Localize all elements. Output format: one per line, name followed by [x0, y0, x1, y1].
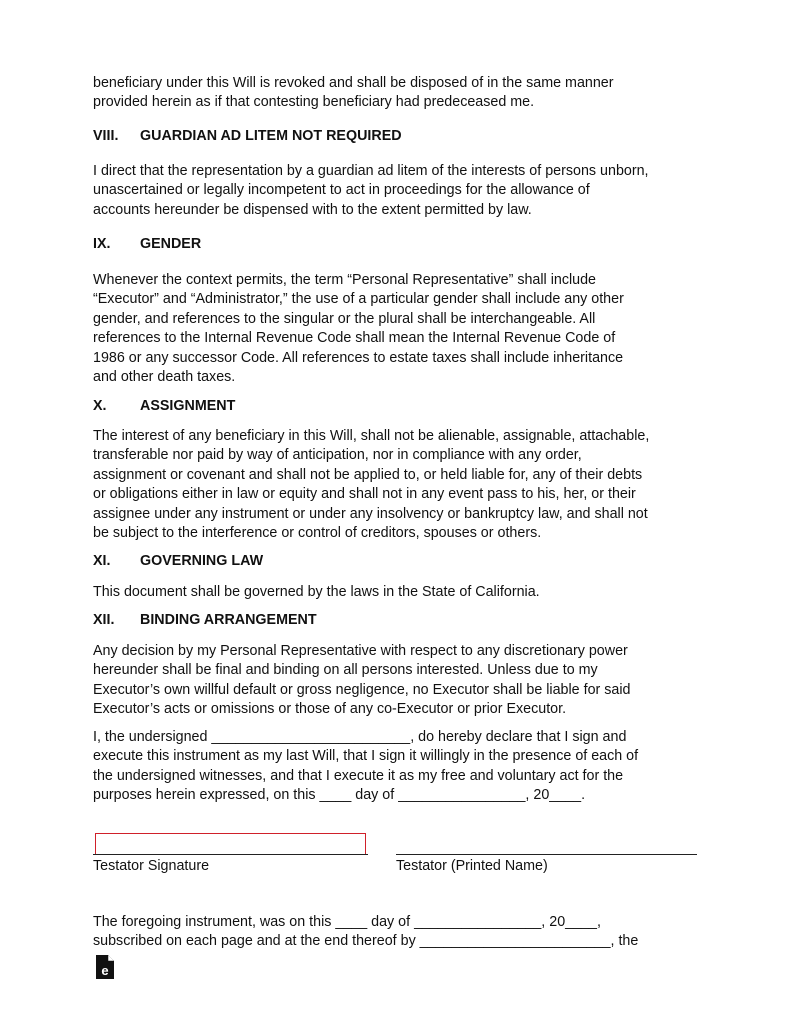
- paragraph-line: 1986 or any successor Code. All references to estate taxes shall include inheritance: [93, 349, 624, 366]
- section-number: IX.: [93, 236, 111, 252]
- paragraph-line: references to the Internal Revenue Code shall mean the Internal Revenue Code of: [93, 330, 616, 347]
- declaration-paragraph: [93, 728, 699, 806]
- document-e-logo-icon: [94, 954, 116, 980]
- section-title: ASSIGNMENT: [140, 398, 236, 414]
- section-title: GOVERNING LAW: [140, 553, 264, 569]
- testator-signature-line: [93, 854, 368, 855]
- paragraph-line: beneficiary under this Will is revoked and shall be disposed of in the same manner: [93, 75, 614, 91]
- testator-printed-name-line: [396, 854, 697, 855]
- section-number: XI.: [93, 553, 111, 569]
- paragraph-line: Whenever the context permits, the term “Personal Representative” shall include: [93, 272, 597, 288]
- section-number: XII.: [93, 612, 115, 628]
- svg-text:e: e: [101, 963, 109, 978]
- paragraph-line: I, the undersigned _________________________, do hereby declare that I sign and: [93, 729, 627, 745]
- section-body-assignment: [93, 427, 699, 543]
- paragraph-line: the undersigned witnesses, and that I execute it as my free and voluntary act for the: [93, 767, 624, 784]
- section-title: BINDING ARRANGEMENT: [140, 612, 317, 628]
- paragraph-line: “Executor” and “Administrator,” the use of a particular gender shall include any other: [93, 291, 624, 308]
- paragraph-line: The foregoing instrument, was on this ____ day of ________________, 20____,: [93, 914, 601, 930]
- paragraph-line: subscribed on each page and at the end thereof by ________________________, the: [93, 933, 639, 950]
- paragraph-line: The interest of any beneficiary in this Will, shall not be alienable, assignable, attachable,: [93, 428, 650, 444]
- paragraph-line: or obligations either in law or equity and shall not in any event pass to his, her, or their: [93, 486, 636, 503]
- section-heading-binding-arrangement: [93, 611, 317, 630]
- intro-paragraph: [93, 74, 699, 113]
- testator-signature-label: Testator Signature: [93, 858, 210, 874]
- paragraph-line: be subject to the interference or control of creditors, spouses or others.: [93, 525, 542, 542]
- paragraph-line: This document shall be governed by the laws in the State of California.: [93, 584, 540, 600]
- section-number: VIII.: [93, 128, 119, 144]
- section-body-binding-arrangement: [93, 642, 699, 720]
- paragraph-line: hereunder shall be final and binding on all persons interested. Unless due to my: [93, 662, 598, 679]
- paragraph-line: unascertained or legally incompetent to act in proceedings for the allowance of: [93, 182, 590, 199]
- paragraph-line: I direct that the representation by a guardian ad litem of the interests of persons unborn,: [93, 163, 649, 179]
- section-title: GUARDIAN AD LITEM NOT REQUIRED: [140, 128, 402, 144]
- section-heading-governing-law: [93, 552, 263, 571]
- paragraph-line: purposes herein expressed, on this ____ day of ________________, 20____.: [93, 787, 586, 804]
- section-heading-gender: [93, 235, 201, 254]
- section-heading-guardian: [93, 127, 402, 146]
- attestation-paragraph: [93, 913, 699, 952]
- section-body-governing-law: [93, 583, 699, 602]
- section-body-gender: [93, 271, 699, 387]
- paragraph-line: assignee under any instrument or under any insolvency or bankruptcy law, and shall not: [93, 505, 648, 522]
- paragraph-line: gender, and references to the singular or the plural shall be interchangeable. All: [93, 310, 596, 327]
- section-heading-assignment: [93, 397, 235, 416]
- paragraph-line: Executor’s acts or omissions or those of any co-Executor or prior Executor.: [93, 701, 567, 718]
- testator-printed-name-label: Testator (Printed Name): [396, 858, 548, 874]
- section-number: X.: [93, 398, 107, 414]
- paragraph-line: Any decision by my Personal Representative with respect to any discretionary power: [93, 643, 628, 659]
- paragraph-line: assignment or covenant and shall not be applied to, or held liable for, any of their debts: [93, 466, 643, 483]
- paragraph-line: Executor’s own willful default or gross negligence, no Executor shall be liable for said: [93, 681, 631, 698]
- paragraph-line: and other death taxes.: [93, 369, 236, 386]
- paragraph-line: provided herein as if that contesting beneficiary had predeceased me.: [93, 94, 535, 111]
- paragraph-line: transferable nor paid by way of anticipation, nor in compliance with any order,: [93, 447, 582, 464]
- paragraph-line: execute this instrument as my last Will, that I sign it willingly in the presence of each of: [93, 748, 639, 765]
- section-title: GENDER: [140, 236, 202, 252]
- section-body-guardian: [93, 162, 699, 220]
- testator-signature-field[interactable]: [95, 833, 366, 855]
- paragraph-line: accounts hereunder be dispensed with to the extent permitted by law.: [93, 201, 532, 218]
